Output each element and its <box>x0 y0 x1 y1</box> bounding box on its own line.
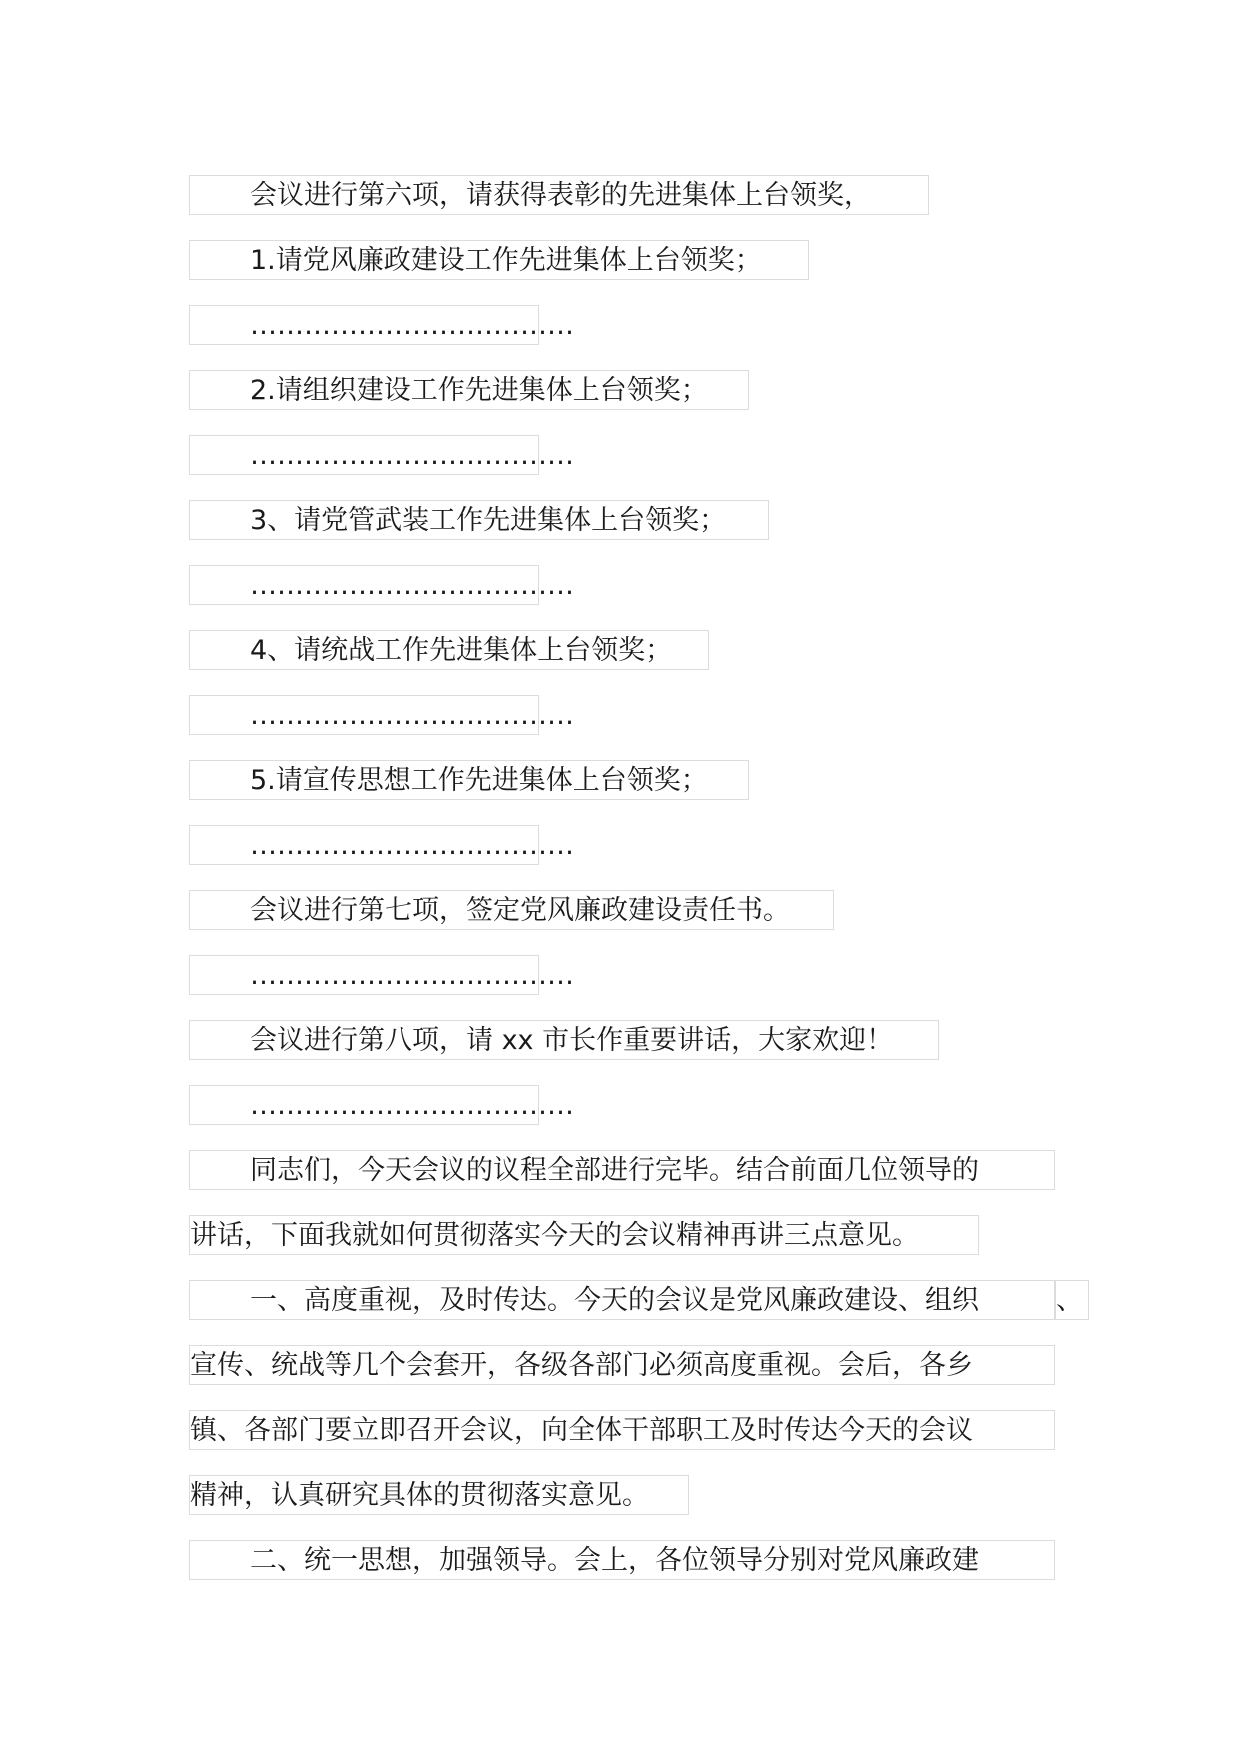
ellipsis-line-2: ……………………………… <box>189 435 539 475</box>
paragraph-1-line-2: 讲话，下面我就如何贯彻落实今天的会议精神再讲三点意见。 <box>189 1215 979 1255</box>
paragraph-2-line-2: 宣传、统战等几个会套开，各级各部门必须高度重视。会后，各乡 <box>189 1345 1055 1385</box>
text-line-1: 会议进行第六项，请获得表彰的先进集体上台领奖， <box>189 175 929 215</box>
text-line-3: 2.请组织建设工作先进集体上台领奖； <box>189 370 749 410</box>
ellipsis-line-1: ……………………………… <box>189 305 539 345</box>
ellipsis-line-4: ……………………………… <box>189 695 539 735</box>
paragraph-2-line-1: 一、高度重视，及时传达。今天的会议是党风廉政建设、组织 <box>189 1280 1055 1320</box>
text-line-6: 5.请宣传思想工作先进集体上台领奖； <box>189 760 749 800</box>
paragraph-2-line-3: 镇、各部门要立即召开会议，向全体干部职工及时传达今天的会议 <box>189 1410 1055 1450</box>
paragraph-2-line-4: 精神，认真研究具体的贯彻落实意见。 <box>189 1475 689 1515</box>
paragraph-1-line-1: 同志们，今天会议的议程全部进行完毕。结合前面几位领导的 <box>189 1150 1055 1190</box>
ellipsis-line-5: ……………………………… <box>189 825 539 865</box>
ellipsis-line-3: ……………………………… <box>189 565 539 605</box>
text-line-4: 3、请党管武装工作先进集体上台领奖； <box>189 500 769 540</box>
text-line-7: 会议进行第七项，签定党风廉政建设责任书。 <box>189 890 834 930</box>
text-line-5: 4、请统战工作先进集体上台领奖； <box>189 630 709 670</box>
paragraph-3-line-1: 二、统一思想，加强领导。会上，各位领导分别对党风廉政建 <box>189 1540 1055 1580</box>
paragraph-2-line-1-overflow: 、 <box>1055 1280 1089 1320</box>
text-line-8: 会议进行第八项，请 xx 市长作重要讲话，大家欢迎！ <box>189 1020 939 1060</box>
text-line-2: 1.请党风廉政建设工作先进集体上台领奖； <box>189 240 809 280</box>
ellipsis-line-7: ……………………………… <box>189 1085 539 1125</box>
ellipsis-line-6: ……………………………… <box>189 955 539 995</box>
